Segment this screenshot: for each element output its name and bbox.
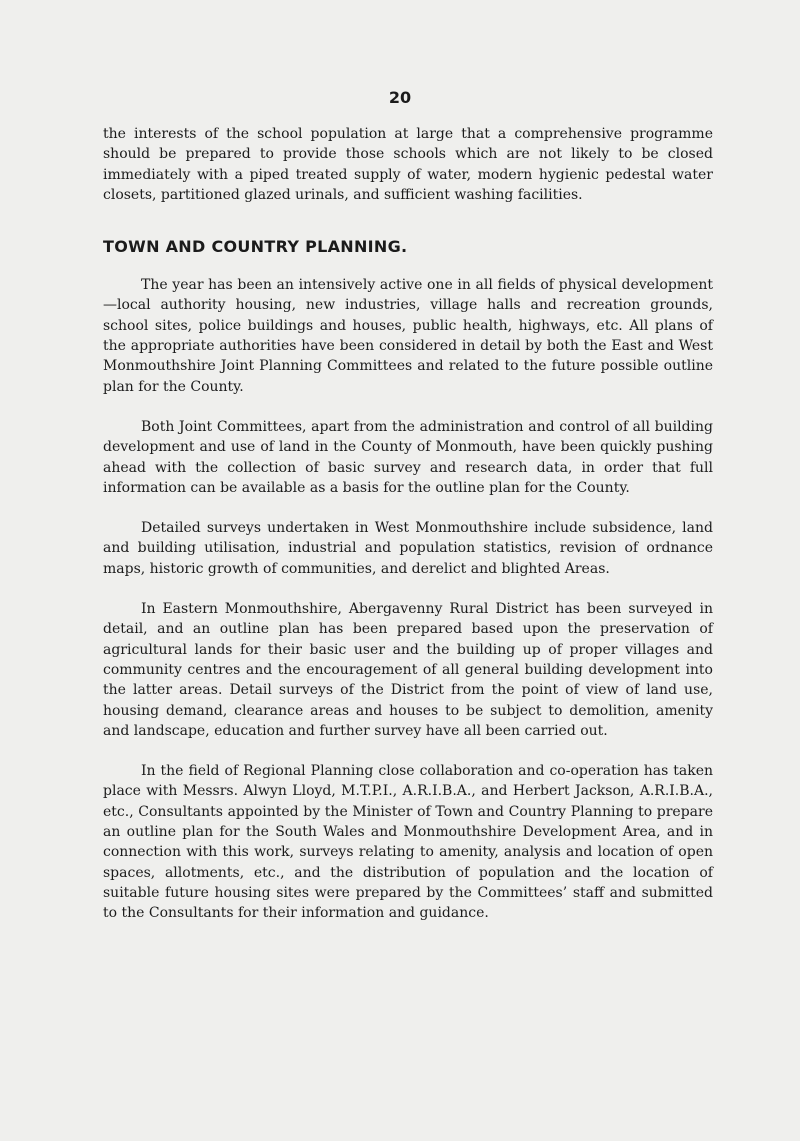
paragraph-west-surveys: Detailed surveys undertaken in West Monmouthshire include subsidence, land and building utilisation, industrial and population statistics, revision of ordnance maps, historic growth of communities, and derelict and blighted Areas. <box>103 520 713 577</box>
intro-paragraph: the interests of the school population at large that a comprehensive programme should be prepared to provide those schools which are not likely to be closed immediately with a piped treated supply of water, modern hygienic pedestal water closets, partitioned glazed urinals, and sufficient washing facilities. <box>103 126 713 203</box>
page-number: 20 <box>388 88 412 107</box>
section-heading: TOWN AND COUNTRY PLANNING. <box>103 237 408 257</box>
paragraph-joint-committees: Both Joint Committees, apart from the administration and control of all building development and use of land in the County of Monmouth, have been quickly pushing ahead with the collection of basic survey and research data, in order that full information can be available as a basis for the outline plan for the County. <box>103 418 713 496</box>
paragraph-regional-planning: In the field of Regional Planning close collaboration and co-operation has taken place with Messrs. Alwyn Lloyd, M.T.P.I., A.R.I.B.A., and Herbert Jackson, A.R.I.B.A., etc., Consultants appointed by the Minister of Town and Country Planning to prepare an outline plan for the South Wales and Monmouthshire Development Area, and in connection with this work, surveys relating to amenity, analysis and location of open spaces, allotments, etc., and the distribution of population and the location of suitable future housing sites were prepared by the Committees’ staff and submitted to the Consultants for their information and guidance. <box>103 763 713 922</box>
paragraph-eastern-monmouthshire: In Eastern Monmouthshire, Abergavenny Rural District has been surveyed in detail, and an outline plan has been prepared based upon the preservation of agricultural lands for their basic user and the building up of proper villages and community centres and the encouragement of all general building development into the latter areas. Detail surveys of the District from the point of view of land use, housing demand, clearance areas and houses to be subject to demolition, amenity and landscape, education and further survey have all been carried out. <box>103 601 713 739</box>
paragraph-physical-development: The year has been an intensively active one in all fields of physical development—local authority housing, new industries, village halls and recreation grounds, school sites, police buildings and houses, public health, highways, etc. All plans of the appropriate authorities have been considered in detail by both the East and West Monmouthshire Joint Planning Committees and related to the future possible outline plan for the County. <box>103 277 713 395</box>
document-body <box>103 124 713 924</box>
